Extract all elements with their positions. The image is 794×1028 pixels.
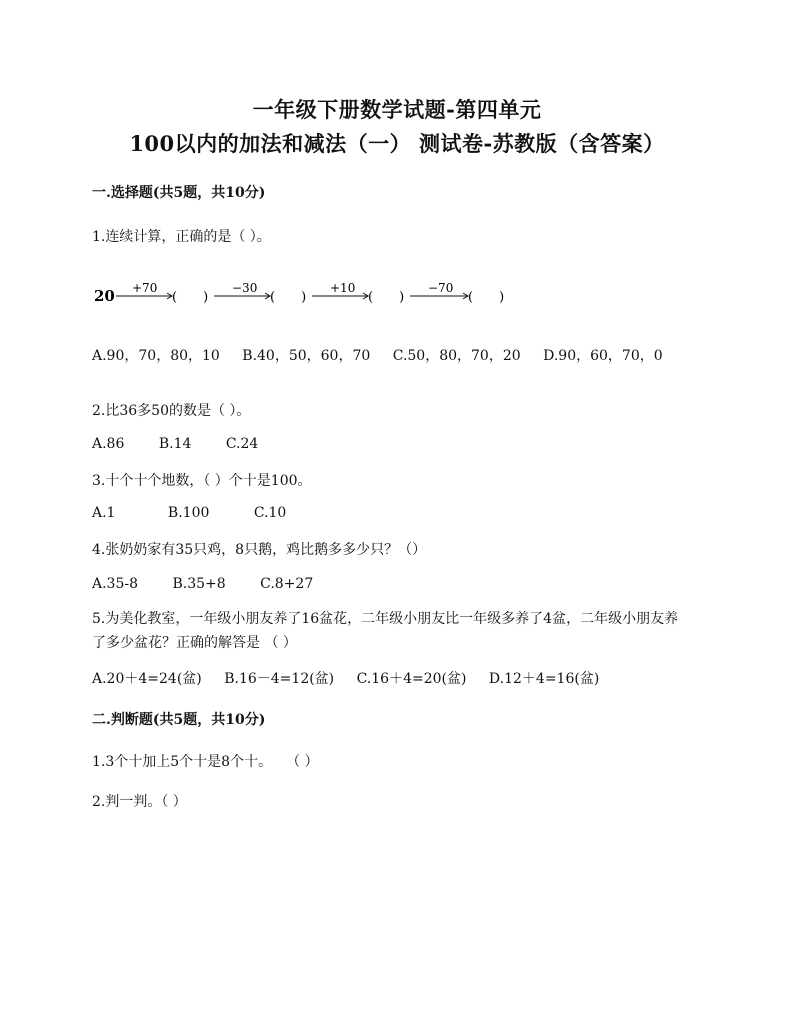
option-a[interactable]: A.90，70，80，10 <box>92 348 220 364</box>
option-b[interactable]: B.35+8 <box>172 576 226 592</box>
question-2-options <box>92 436 276 452</box>
judgement-question-2: 2.判一判。（ ） <box>92 794 187 810</box>
option-b[interactable]: B.16－4=12(盆) <box>224 671 335 687</box>
option-b[interactable]: B.100 <box>167 505 210 521</box>
option-d[interactable]: D.12＋4=16(盆) <box>488 671 600 687</box>
option-c[interactable]: C.50，80，70，20 <box>392 348 521 364</box>
page-title-line-2: 100以内的加法和减法（一） 测试卷-苏教版（含答案） <box>129 131 665 156</box>
page-title-line-1: 一年级下册数学试题-第四单元 <box>252 97 542 122</box>
option-b[interactable]: B.14 <box>158 436 192 452</box>
option-d[interactable]: D.90，60，70，0 <box>543 348 663 364</box>
chain-step-3-label: +10 <box>330 281 356 295</box>
section-heading-judgement: 二.判断题(共5题，共10分) <box>92 712 266 728</box>
option-c[interactable]: C.24 <box>225 436 259 452</box>
option-a[interactable]: A.35-8 <box>92 576 139 592</box>
option-c[interactable]: C.8+27 <box>260 576 314 592</box>
chain-step-1-label: +70 <box>132 281 158 295</box>
option-b[interactable]: B.40，50，60，70 <box>242 348 371 364</box>
chain-start-number: 20 <box>94 287 115 305</box>
question-1: 1.连续计算，正确的是（ ）。 <box>92 229 271 245</box>
question-1-options <box>92 345 681 365</box>
question-5: 5.为美化教室，一年级小朋友养了16盆花，二年级小朋友比一年级多养了4盆，二年级小朋友养了多少盆花？正确的解答是 （ ） <box>92 611 679 651</box>
calculation-chain <box>92 279 532 309</box>
judgement-question-1: 1.3个十加上5个十是8个十。 （ ） <box>92 754 319 770</box>
question-4-options <box>92 576 331 592</box>
option-c[interactable]: C.10 <box>253 505 287 521</box>
option-a[interactable]: A.20＋4=24(盆) <box>92 671 202 687</box>
chain-blank-3: ( ) <box>368 290 405 305</box>
question-2: 2.比36多50的数是（ ）。 <box>92 403 251 419</box>
option-c[interactable]: C.16＋4=20(盆) <box>356 671 467 687</box>
question-5-options <box>92 668 617 688</box>
question-3: 3.十个十个地数，（ ）个十是100。 <box>92 473 312 489</box>
option-a[interactable]: A.1 <box>92 505 116 521</box>
chain-blank-1: ( ) <box>172 290 209 305</box>
chain-blank-2: ( ) <box>270 290 307 305</box>
chain-step-4-label: −70 <box>428 281 454 295</box>
option-a[interactable]: A.86 <box>92 436 125 452</box>
question-4: 4.张奶奶家有35只鸡，8只鹅，鸡比鹅多多少只？（） <box>92 542 427 558</box>
section-heading-choice: 一.选择题(共5题，共10分) <box>92 185 266 201</box>
chain-step-2-label: −30 <box>232 281 258 295</box>
chain-blank-4: ( ) <box>468 290 505 305</box>
calculation-chain-diagram <box>92 279 532 309</box>
question-3-options <box>92 505 304 521</box>
